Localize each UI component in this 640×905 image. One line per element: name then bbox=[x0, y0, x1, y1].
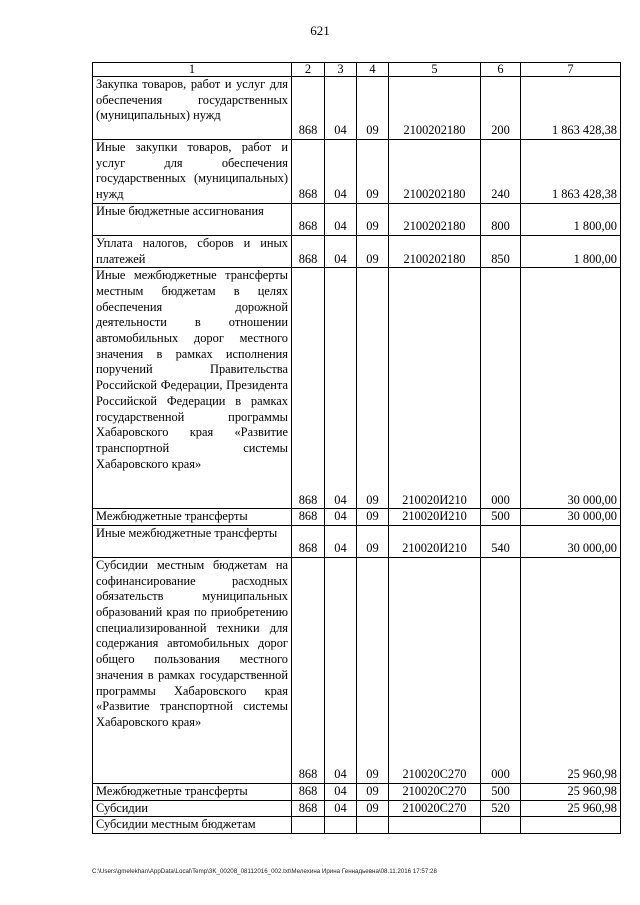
row-amount: 25 960,98 bbox=[521, 800, 621, 817]
column-header: 3 bbox=[325, 63, 357, 77]
row-subsection: 09 bbox=[357, 509, 389, 526]
table-row bbox=[93, 525, 621, 557]
row-amount: 1 863 428,38 bbox=[521, 140, 621, 204]
table-row bbox=[93, 817, 621, 834]
row-target: 210020С270 bbox=[389, 800, 481, 817]
row-target: 2100202180 bbox=[389, 203, 481, 235]
row-subsection: 09 bbox=[357, 203, 389, 235]
row-description: Уплата налогов, сборов и иных платежей bbox=[93, 235, 292, 267]
row-subsection: 09 bbox=[357, 235, 389, 267]
row-section: 04 bbox=[325, 557, 357, 783]
row-code: 868 bbox=[292, 77, 325, 140]
table-row bbox=[93, 203, 621, 235]
row-section bbox=[325, 817, 357, 834]
row-section: 04 bbox=[325, 140, 357, 204]
row-amount: 25 960,98 bbox=[521, 783, 621, 800]
row-amount: 30 000,00 bbox=[521, 509, 621, 526]
row-section: 04 bbox=[325, 509, 357, 526]
row-code bbox=[292, 817, 325, 834]
row-amount: 1 800,00 bbox=[521, 203, 621, 235]
row-code: 868 bbox=[292, 509, 325, 526]
row-description: Закупка товаров, работ и услуг для обеспечения государственных (муниципальных) нужд bbox=[93, 77, 292, 140]
row-subsection: 09 bbox=[357, 800, 389, 817]
column-header: 2 bbox=[292, 63, 325, 77]
row-description: Иные закупки товаров, работ и услуг для обеспечения государственных (муниципальных) нужд bbox=[93, 140, 292, 204]
row-section: 04 bbox=[325, 77, 357, 140]
column-header: 5 bbox=[389, 63, 481, 77]
row-subsection: 09 bbox=[357, 268, 389, 509]
row-description: Иные межбюджетные трансферты bbox=[93, 525, 292, 557]
row-code: 868 bbox=[292, 268, 325, 509]
row-amount: 30 000,00 bbox=[521, 268, 621, 509]
row-amount: 30 000,00 bbox=[521, 525, 621, 557]
row-description: Субсидии bbox=[93, 800, 292, 817]
row-type: 240 bbox=[481, 140, 521, 204]
column-header: 6 bbox=[481, 63, 521, 77]
row-description: Субсидии местным бюджетам bbox=[93, 817, 292, 834]
row-amount bbox=[521, 817, 621, 834]
row-type: 850 bbox=[481, 235, 521, 267]
row-subsection bbox=[357, 817, 389, 834]
row-code: 868 bbox=[292, 525, 325, 557]
row-type: 500 bbox=[481, 509, 521, 526]
row-description: Иные бюджетные ассигнования bbox=[93, 203, 292, 235]
row-type: 540 bbox=[481, 525, 521, 557]
row-type: 520 bbox=[481, 800, 521, 817]
row-target: 210020И210 bbox=[389, 509, 481, 526]
row-section: 04 bbox=[325, 800, 357, 817]
row-description: Субсидии местным бюджетам на софинансирование расходных обязательств муниципальных образований края по приобретению специализированной техники для содержания автомобильных дорог общего пользования местного значения в рамках государственной программы Хабаровского края «Развитие транспортной системы Хабаровского края» bbox=[93, 557, 292, 783]
row-target: 2100202180 bbox=[389, 77, 481, 140]
table-row bbox=[93, 140, 621, 204]
footer-file-path: C:\Users\gmelekhan\AppData\Local\Temp\3K_00208_08112016_002.txt\Мелехина Ирина Геннадьевна\08.11.2016 17:57:28 bbox=[92, 868, 437, 875]
budget-table bbox=[92, 62, 621, 834]
table-header-row bbox=[93, 63, 621, 77]
row-type: 000 bbox=[481, 268, 521, 509]
row-code: 868 bbox=[292, 783, 325, 800]
row-code: 868 bbox=[292, 140, 325, 204]
table-row bbox=[93, 77, 621, 140]
row-target bbox=[389, 817, 481, 834]
page-number: 621 bbox=[310, 23, 330, 38]
table-row bbox=[93, 800, 621, 817]
row-type: 000 bbox=[481, 557, 521, 783]
row-type: 200 bbox=[481, 77, 521, 140]
row-code: 868 bbox=[292, 557, 325, 783]
table-row bbox=[93, 268, 621, 509]
row-target: 210020И210 bbox=[389, 525, 481, 557]
column-header: 4 bbox=[357, 63, 389, 77]
table-row bbox=[93, 557, 621, 783]
row-section: 04 bbox=[325, 268, 357, 509]
row-subsection: 09 bbox=[357, 525, 389, 557]
row-section: 04 bbox=[325, 203, 357, 235]
table-row bbox=[93, 509, 621, 526]
row-section: 04 bbox=[325, 525, 357, 557]
column-header: 1 bbox=[93, 63, 292, 77]
table-row bbox=[93, 783, 621, 800]
row-target: 210020И210 bbox=[389, 268, 481, 509]
column-header: 7 bbox=[521, 63, 621, 77]
row-type: 500 bbox=[481, 783, 521, 800]
row-subsection: 09 bbox=[357, 783, 389, 800]
row-target: 210020С270 bbox=[389, 557, 481, 783]
row-amount: 25 960,98 bbox=[521, 557, 621, 783]
row-code: 868 bbox=[292, 800, 325, 817]
row-section: 04 bbox=[325, 783, 357, 800]
row-description: Межбюджетные трансферты bbox=[93, 509, 292, 526]
table-row bbox=[93, 235, 621, 267]
row-target: 2100202180 bbox=[389, 140, 481, 204]
row-target: 2100202180 bbox=[389, 235, 481, 267]
row-description: Иные межбюджетные трансферты местным бюджетам в целях обеспечения дорожной деятельности в отношении автомобильных дорог местного значения в рамках исполнения поручений Правительства Российской Федерации, Президента Российской Федерации в рамках государственной программы Хабаровского края «Развитие транспортной системы Хабаровского края» bbox=[93, 268, 292, 509]
row-amount: 1 800,00 bbox=[521, 235, 621, 267]
row-subsection: 09 bbox=[357, 77, 389, 140]
row-description: Межбюджетные трансферты bbox=[93, 783, 292, 800]
row-amount: 1 863 428,38 bbox=[521, 77, 621, 140]
row-subsection: 09 bbox=[357, 557, 389, 783]
row-type: 800 bbox=[481, 203, 521, 235]
row-target: 210020С270 bbox=[389, 783, 481, 800]
row-code: 868 bbox=[292, 235, 325, 267]
row-section: 04 bbox=[325, 235, 357, 267]
row-code: 868 bbox=[292, 203, 325, 235]
row-subsection: 09 bbox=[357, 140, 389, 204]
row-type bbox=[481, 817, 521, 834]
